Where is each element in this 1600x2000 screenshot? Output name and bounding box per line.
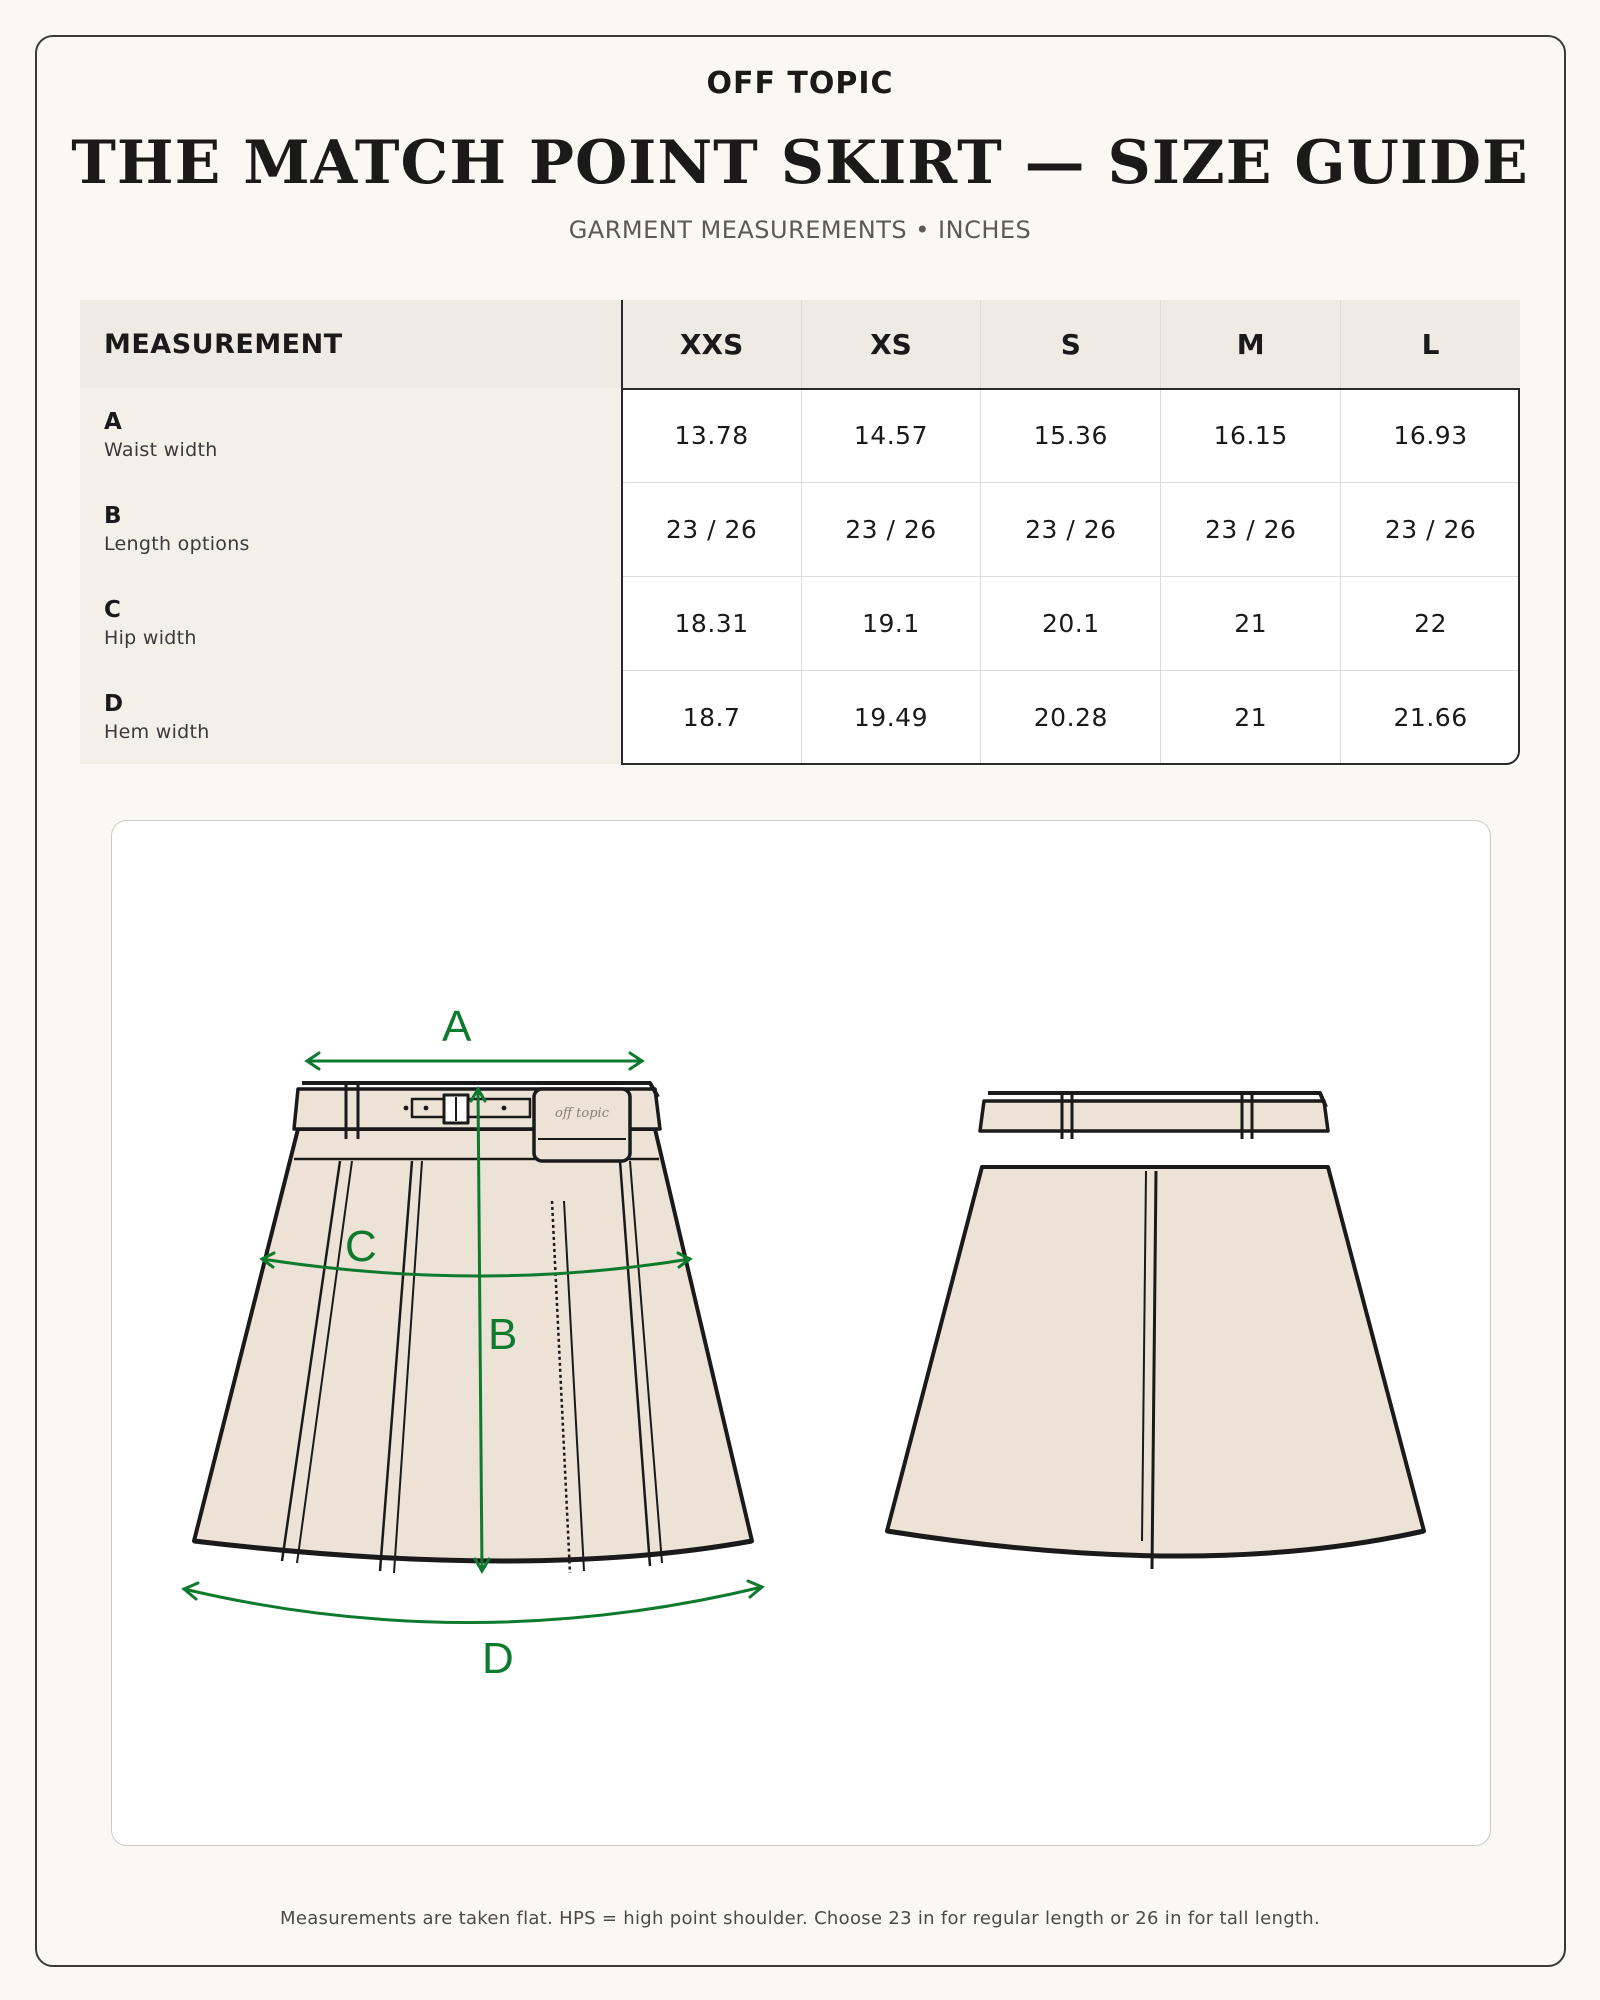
table-cell: 15.36	[980, 388, 1160, 482]
table-cell: 13.78	[621, 388, 801, 482]
skirt-diagram	[112, 821, 1492, 1847]
row-label-cell	[80, 388, 621, 482]
skirt-illustration-panel	[111, 820, 1491, 1846]
size-header-s: S	[980, 300, 1160, 388]
table-cell: 20.1	[980, 576, 1160, 670]
row-label-cell	[80, 576, 621, 670]
measurement-header-cell	[80, 300, 621, 388]
pouch-logo-text: off topic	[555, 1106, 609, 1121]
row-description: Length options	[104, 533, 250, 555]
table-cell: 23 / 26	[621, 482, 801, 576]
row-description: Hip width	[104, 627, 197, 649]
row-description: Hem width	[104, 721, 210, 743]
label-a: A	[442, 1002, 472, 1051]
skirt-back-view	[887, 1093, 1424, 1569]
brand-name: OFF TOPIC	[706, 66, 894, 101]
table-cell: 21.66	[1340, 670, 1520, 764]
table-cell: 16.93	[1340, 388, 1520, 482]
size-header-xs: XS	[801, 300, 981, 388]
table-cell: 21	[1160, 670, 1340, 764]
table-cell: 18.7	[621, 670, 801, 764]
table-row	[80, 670, 1520, 764]
row-description: Waist width	[104, 439, 218, 461]
table-cell: 19.49	[801, 670, 981, 764]
table-cell: 21	[1160, 576, 1340, 670]
label-c: C	[345, 1222, 377, 1271]
table-cell: 22	[1340, 576, 1520, 670]
footnote: Measurements are taken flat. HPS = high point shoulder. Choose 23 in for regular length or 26 in for tall length.	[279, 1908, 1321, 1929]
skirt-front-view	[194, 1083, 752, 1573]
table-row	[80, 388, 1520, 482]
table-row	[80, 576, 1520, 670]
size-header-m: M	[1160, 300, 1340, 388]
table-header-row	[80, 300, 1520, 388]
row-label-cell	[80, 670, 621, 764]
table-cell: 18.31	[621, 576, 801, 670]
row-letter: A	[104, 409, 122, 435]
table-row	[80, 482, 1520, 576]
table-cell: 23 / 26	[1160, 482, 1340, 576]
label-b: B	[488, 1310, 518, 1359]
size-header-xxs: XXS	[621, 300, 801, 388]
table-cell: 23 / 26	[1340, 482, 1520, 576]
size-header-l: L	[1340, 300, 1520, 388]
page-title: THE MATCH POINT SKIRT — SIZE GUIDE	[71, 128, 1529, 198]
measurement-header: MEASUREMENT	[104, 328, 343, 360]
table-cell: 23 / 26	[801, 482, 981, 576]
table-cell: 14.57	[801, 388, 981, 482]
table-cell: 16.15	[1160, 388, 1340, 482]
size-table	[80, 300, 1520, 764]
row-letter: C	[104, 597, 121, 623]
page-subtitle: GARMENT MEASUREMENTS • INCHES	[568, 216, 1032, 244]
label-d: D	[482, 1634, 514, 1683]
table-cell: 19.1	[801, 576, 981, 670]
table-cell: 20.28	[980, 670, 1160, 764]
table-cell: 23 / 26	[980, 482, 1160, 576]
row-label-cell	[80, 482, 621, 576]
row-letter: B	[104, 503, 122, 529]
row-letter: D	[104, 691, 124, 717]
